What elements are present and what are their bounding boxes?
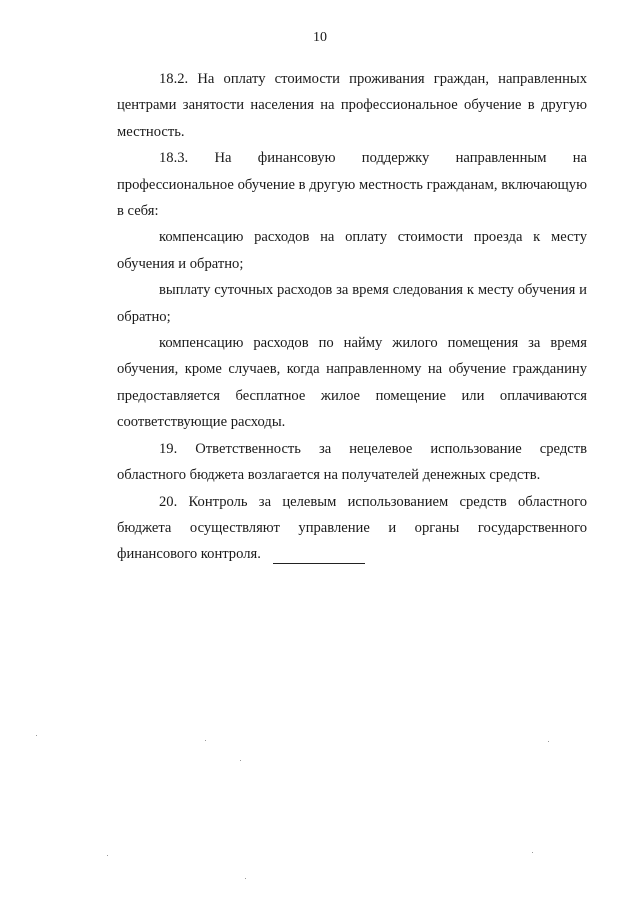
end-divider-line [273, 563, 365, 564]
paragraph-20: 20. Контроль за целевым использованием средств областного бюджета осуществляют управление и органы государственного финансового контроля. [117, 493, 587, 563]
scan-speck [245, 878, 246, 879]
document-body [117, 66, 587, 568]
scan-speck [36, 735, 37, 736]
scan-speck [107, 855, 108, 856]
scan-speck [240, 760, 241, 761]
paragraph-18-3: 18.3. На финансовую поддержку направленным на профессиональное обучение в другую местность гражданам, включающую в себя: [117, 150, 587, 220]
paragraph-18-2: 18.2. На оплату стоимости проживания граждан, направленных центрами занятости населения на профессиональное обучение в другую местность. [117, 71, 587, 140]
scan-speck [205, 740, 206, 741]
scan-speck [532, 852, 533, 853]
list-item-housing-compensation: компенсацию расходов по найму жилого помещения за время обучения, кроме случаев, когда направленному на обучение гражданину предоставляется бесплатное жилое помещение или оплачиваются соответствующие расходы. [117, 335, 587, 431]
list-item-daily-allowance: выплату суточных расходов за время следования к месту обучения и обратно; [117, 282, 587, 325]
page-number: 10 [313, 30, 327, 45]
scan-speck [548, 741, 549, 742]
list-item-travel-compensation: компенсацию расходов на оплату стоимости проезда к месту обучения и обратно; [117, 229, 587, 272]
paragraph-19: 19. Ответственность за нецелевое использование средств областного бюджета возлагается на получателей денежных средств. [117, 440, 587, 484]
